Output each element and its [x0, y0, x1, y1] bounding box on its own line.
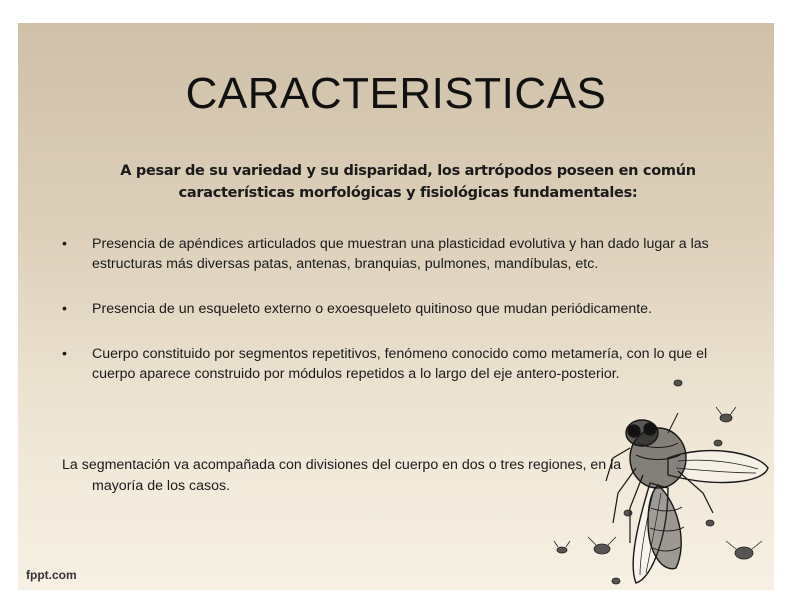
bullet-dot: • — [62, 346, 67, 362]
slide — [18, 23, 774, 590]
bullet-dot: • — [62, 301, 67, 317]
intro-line-2: características morfológicas y fisiológicas fundamentales: — [178, 185, 638, 201]
bullet-item — [58, 299, 718, 319]
bullet-text: Presencia de apéndices articulados que muestran una plasticidad evolutiva y han dado lugar a las estructuras más diversas patas, antenas, branquias, pulmones, mandíbulas, etc. — [92, 236, 709, 272]
fly-illustration — [518, 363, 774, 590]
bullet-item — [58, 234, 718, 274]
intro-text — [88, 160, 728, 204]
bullet-text: Cuerpo constituido por segmentos repetitivos, fenómeno conocido como metamería, con lo que el cuerpo aparece construido por módulos repetidos a lo largo del eje antero-posterior. — [92, 346, 708, 382]
closing-line-2: mayoría de los casos. — [92, 478, 230, 494]
footer-brand: fppt.com — [26, 568, 77, 582]
bullet-dot: • — [62, 236, 67, 252]
bullet-list — [58, 234, 718, 384]
bullet-text: Presencia de un esqueleto externo o exoesqueleto quitinoso que mudan periódicamente. — [92, 301, 653, 317]
intro-line-1: A pesar de su variedad y su disparidad, los artrópodos poseen en común — [120, 163, 696, 179]
closing-line-1: La segmentación va acompañada con divisiones del cuerpo en dos o tres regiones, en la — [62, 457, 622, 473]
slide-title: CARACTERISTICAS — [185, 69, 607, 118]
